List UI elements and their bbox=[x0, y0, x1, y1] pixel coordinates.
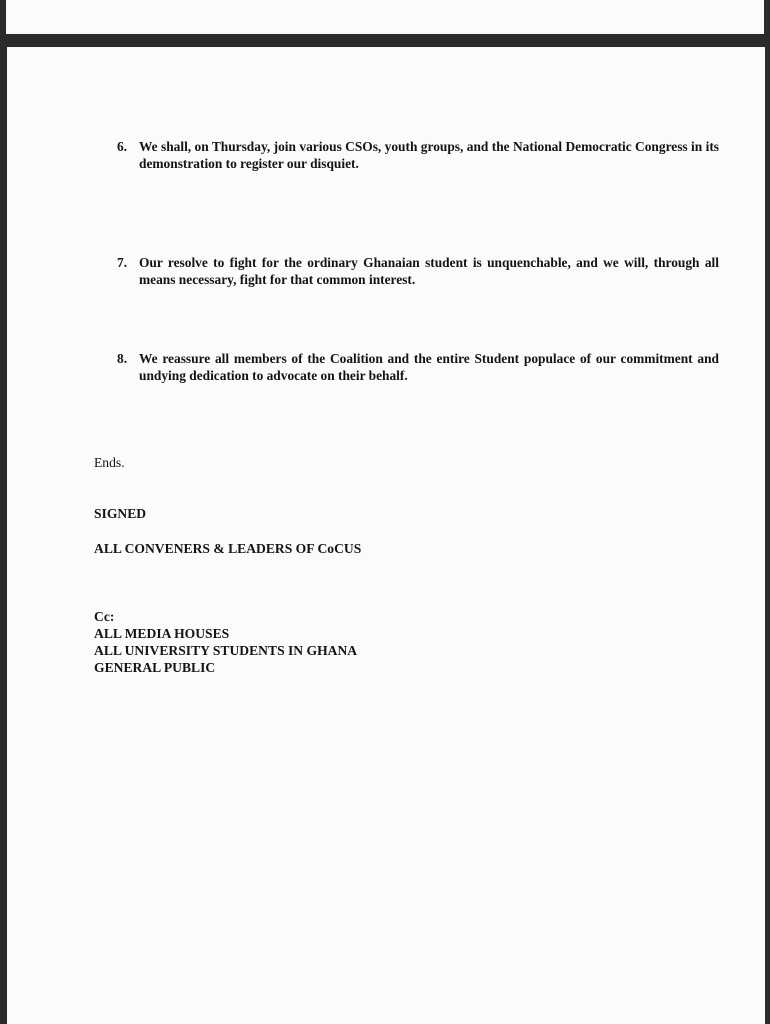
ends-text: Ends. bbox=[94, 455, 125, 470]
document-page bbox=[7, 47, 765, 1024]
list-item bbox=[117, 254, 719, 288]
cc-recipient: GENERAL PUBLIC bbox=[94, 660, 216, 675]
list-item bbox=[117, 350, 719, 384]
cc-label: Cc: bbox=[94, 609, 115, 624]
previous-page-edge bbox=[6, 0, 764, 34]
item-number: 8. bbox=[117, 351, 128, 366]
list-item bbox=[117, 138, 719, 172]
signed-label: SIGNED bbox=[94, 506, 147, 521]
cc-recipient: ALL MEDIA HOUSES bbox=[94, 626, 230, 641]
item-text: We reassure all members of the Coalition and the entire Student populace of our commitment and undying dedication to advocate on their behalf. bbox=[139, 351, 719, 383]
signatories: ALL CONVENERS & LEADERS OF CoCUS bbox=[94, 541, 362, 556]
item-text: We shall, on Thursday, join various CSOs, youth groups, and the National Democratic Congress in its demonstration to register our disquiet. bbox=[139, 139, 719, 171]
item-number: 7. bbox=[117, 255, 128, 270]
item-text: Our resolve to fight for the ordinary Ghanaian student is unquenchable, and we will, through all means necessary, fight for that common interest. bbox=[139, 255, 719, 287]
cc-recipient: ALL UNIVERSITY STUDENTS IN GHANA bbox=[94, 643, 358, 658]
item-number: 6. bbox=[117, 139, 128, 154]
